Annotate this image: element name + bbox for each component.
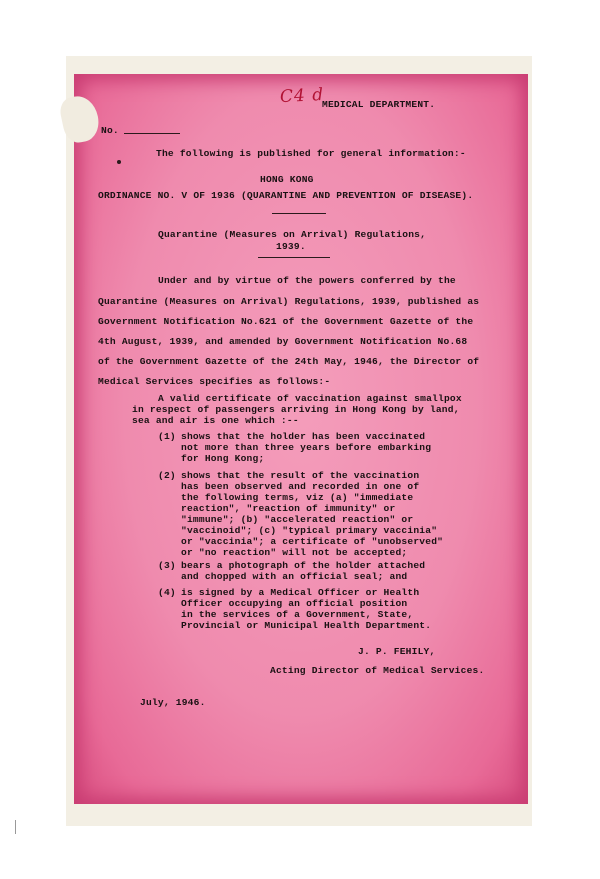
heading-rule-1 bbox=[272, 213, 326, 214]
item-line: shows that the result of the vaccination bbox=[181, 470, 420, 481]
item-line: for Hong Kong; bbox=[181, 453, 265, 464]
signatory-name: J. P. FEHILY, bbox=[358, 646, 436, 657]
handwritten-reference: C4 d bbox=[279, 84, 325, 108]
item-line: is signed by a Medical Officer or Health bbox=[181, 587, 420, 598]
body-line: Medical Services specifies as follows:- bbox=[98, 376, 331, 387]
regulations-title: Quarantine (Measures on Arrival) Regulations, bbox=[158, 229, 427, 240]
certificate-intro: sea and air is one which :-- bbox=[132, 415, 299, 426]
heading-rule-2 bbox=[258, 257, 330, 258]
item-line: or "vaccinia"; a certificate of "unobserved" bbox=[181, 536, 444, 547]
item-line: Officer occupying an official position bbox=[181, 598, 408, 609]
intro-line: The following is published for general information:- bbox=[156, 148, 466, 159]
item-line: shows that the holder has been vaccinated bbox=[181, 431, 426, 442]
body-line: Under and by virtue of the powers conferred by the bbox=[158, 275, 456, 286]
item-line: or "no reaction" will not be accepted; bbox=[181, 547, 408, 558]
number-blank-line bbox=[124, 133, 180, 134]
body-line: Quarantine (Measures on Arrival) Regulations, 1939, published as bbox=[98, 296, 480, 307]
item-line: Provincial or Municipal Health Department. bbox=[181, 620, 432, 631]
number-label: No. bbox=[101, 125, 119, 136]
department-header: MEDICAL DEPARTMENT. bbox=[322, 99, 436, 110]
heading-ordinance: ORDINANCE NO. V OF 1936 (QUARANTINE AND PREVENTION OF DISEASE). bbox=[98, 190, 474, 201]
item-number: (2) bbox=[158, 470, 176, 481]
certificate-intro: A valid certificate of vaccination against smallpox bbox=[158, 393, 462, 404]
item-line: "immune"; (b) "accelerated reaction" or bbox=[181, 514, 414, 525]
item-line: not more than three years before embarking bbox=[181, 442, 432, 453]
body-line: Government Notification No.621 of the Government Gazette of the bbox=[98, 316, 474, 327]
document-date: July, 1946. bbox=[140, 697, 206, 708]
item-line: bears a photograph of the holder attached bbox=[181, 560, 426, 571]
item-number: (3) bbox=[158, 560, 176, 571]
item-line: has been observed and recorded in one of bbox=[181, 481, 420, 492]
regulations-year: 1939. bbox=[276, 241, 306, 252]
certificate-intro: in respect of passengers arriving in Hong Kong by land, bbox=[132, 404, 460, 415]
item-number: (4) bbox=[158, 587, 176, 598]
punch-mark bbox=[117, 160, 121, 164]
body-line: 4th August, 1939, and amended by Government Notification No.68 bbox=[98, 336, 468, 347]
heading-place: HONG KONG bbox=[260, 174, 314, 185]
item-number: (1) bbox=[158, 431, 176, 442]
item-line: reaction", "reaction of immunity" or bbox=[181, 503, 396, 514]
item-line: the following terms, viz (a) "immediate bbox=[181, 492, 414, 503]
item-line: and chopped with an official seal; and bbox=[181, 571, 408, 582]
item-line: in the services of a Government, State, bbox=[181, 609, 414, 620]
signatory-title: Acting Director of Medical Services. bbox=[270, 665, 485, 676]
scan-edge-mark bbox=[15, 820, 16, 834]
body-line: of the Government Gazette of the 24th May, 1946, the Director of bbox=[98, 356, 480, 367]
item-line: "vaccinoid"; (c) "typical primary vaccinia" bbox=[181, 525, 438, 536]
